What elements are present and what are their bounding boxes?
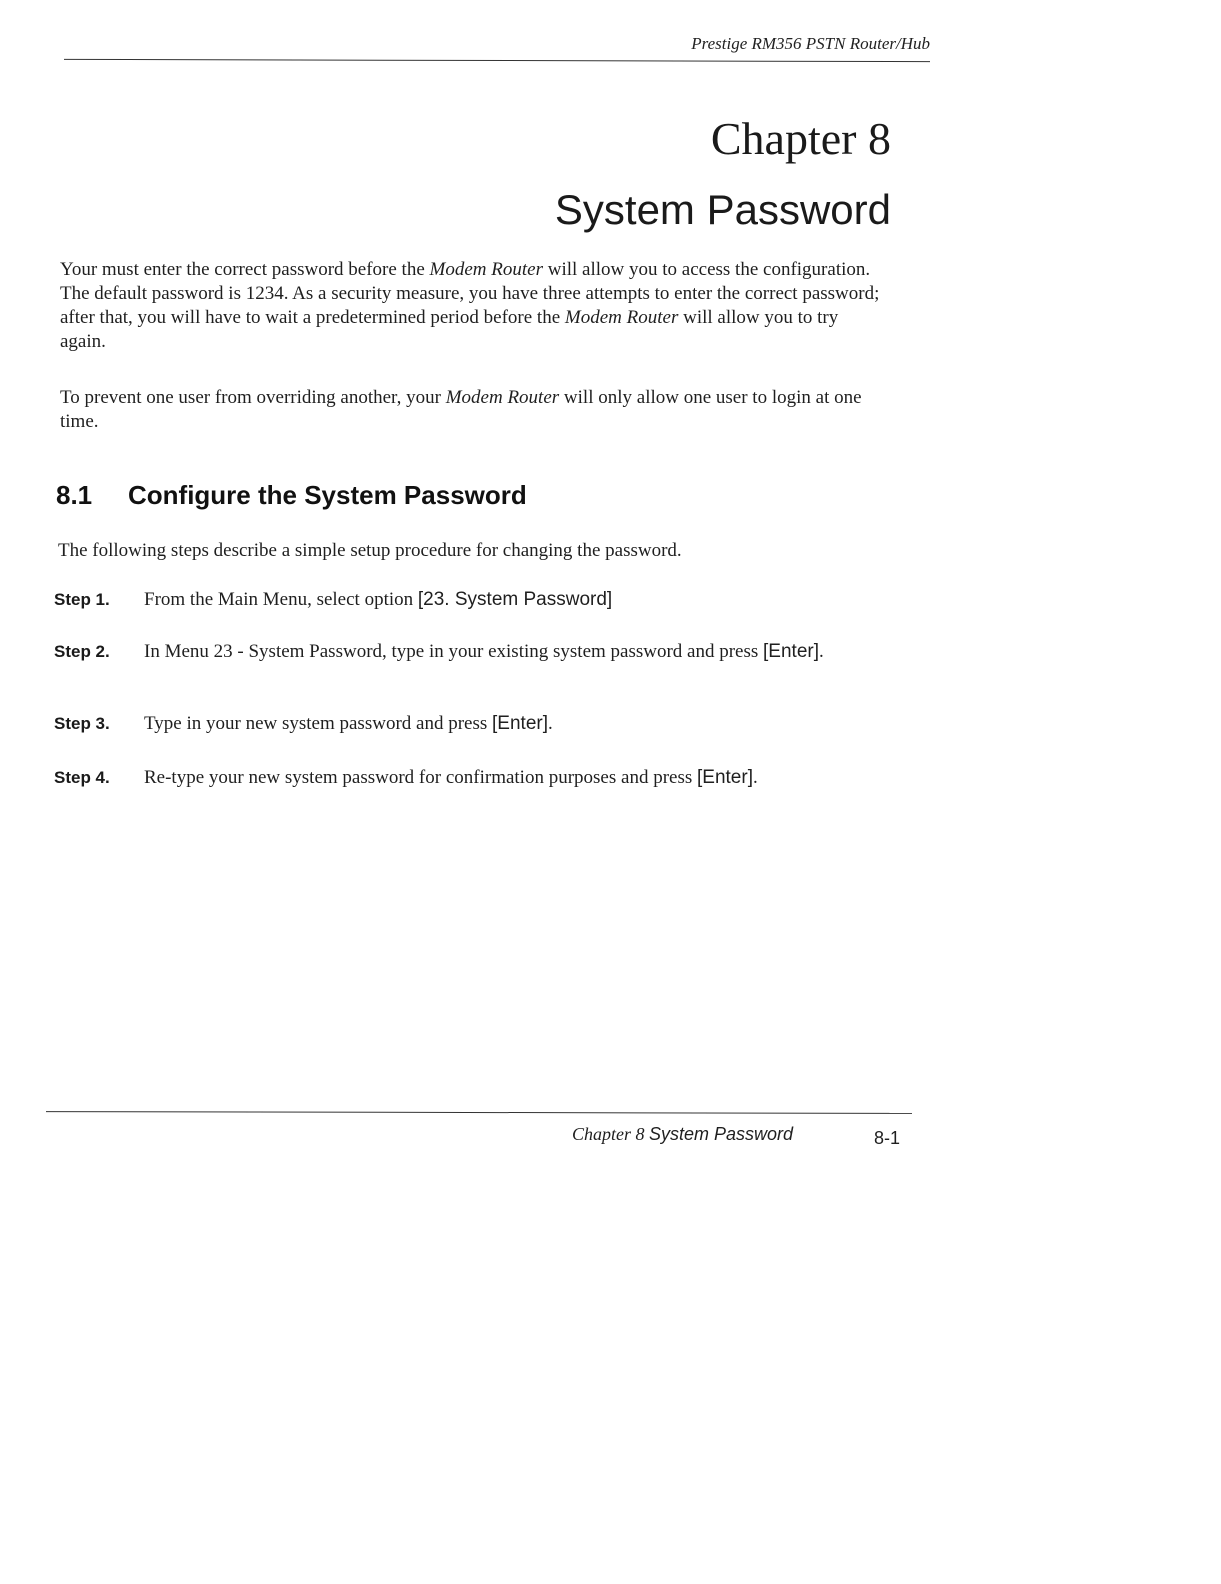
paragraph-text: will allow you to access the configuration. The default password is 1234. As a security measure, you have three attempts to enter the correct password; after that, you will have to wait a predetermined period before the bbox=[60, 259, 880, 328]
product-name: Modem Router bbox=[445, 387, 560, 408]
intro-paragraph-2 bbox=[60, 386, 880, 434]
paragraph-text: To prevent one user from overriding another, your bbox=[60, 387, 446, 408]
section-heading bbox=[56, 480, 527, 511]
section-title: Configure the System Password bbox=[128, 480, 527, 510]
paragraph-text: Your must enter the correct password before the bbox=[60, 259, 430, 280]
product-name: Modem Router bbox=[429, 259, 543, 280]
step-tail: . bbox=[819, 641, 824, 662]
key-name: [Enter] bbox=[763, 641, 820, 662]
step-tail: . bbox=[548, 713, 553, 734]
product-name: Modem Router bbox=[564, 307, 679, 328]
footer-rule bbox=[46, 1111, 912, 1114]
chapter-number: Chapter 8 bbox=[710, 113, 891, 164]
section-intro: The following steps describe a simple setup procedure for changing the password. bbox=[58, 540, 682, 561]
section-number: 8.1 bbox=[56, 480, 93, 510]
footer-chapter-label: Chapter 8 bbox=[572, 1124, 645, 1144]
menu-option: [23. System Password] bbox=[417, 589, 613, 610]
key-name: [Enter] bbox=[697, 767, 753, 788]
step-text: Type in your new system password and press bbox=[144, 713, 493, 734]
key-name: [Enter] bbox=[492, 713, 548, 734]
paragraph-text: will allow you to try again. bbox=[60, 307, 839, 352]
intro-paragraph-1 bbox=[60, 258, 880, 354]
paragraph-text: will only allow one user to login at one time. bbox=[60, 387, 862, 432]
step-text: In Menu 23 - System Password, type in your existing system password and press bbox=[144, 641, 764, 662]
step-label: Step 1. bbox=[54, 590, 110, 609]
header-rule bbox=[64, 59, 930, 62]
step-text: Re-type your new system password for confirmation purposes and press bbox=[144, 767, 697, 788]
step-tail: . bbox=[752, 767, 758, 788]
step-label: Step 2. bbox=[54, 642, 110, 661]
page-number: 8-1 bbox=[874, 1128, 901, 1148]
footer-chapter-title: System Password bbox=[649, 1124, 794, 1144]
chapter-title: System Password bbox=[554, 186, 891, 233]
step-label: Step 3. bbox=[54, 714, 110, 733]
step-text: From the Main Menu, select option bbox=[144, 589, 418, 610]
running-header: Prestige RM356 PSTN Router/Hub bbox=[691, 34, 930, 53]
footer-title bbox=[572, 1124, 793, 1145]
step-label: Step 4. bbox=[54, 768, 110, 787]
